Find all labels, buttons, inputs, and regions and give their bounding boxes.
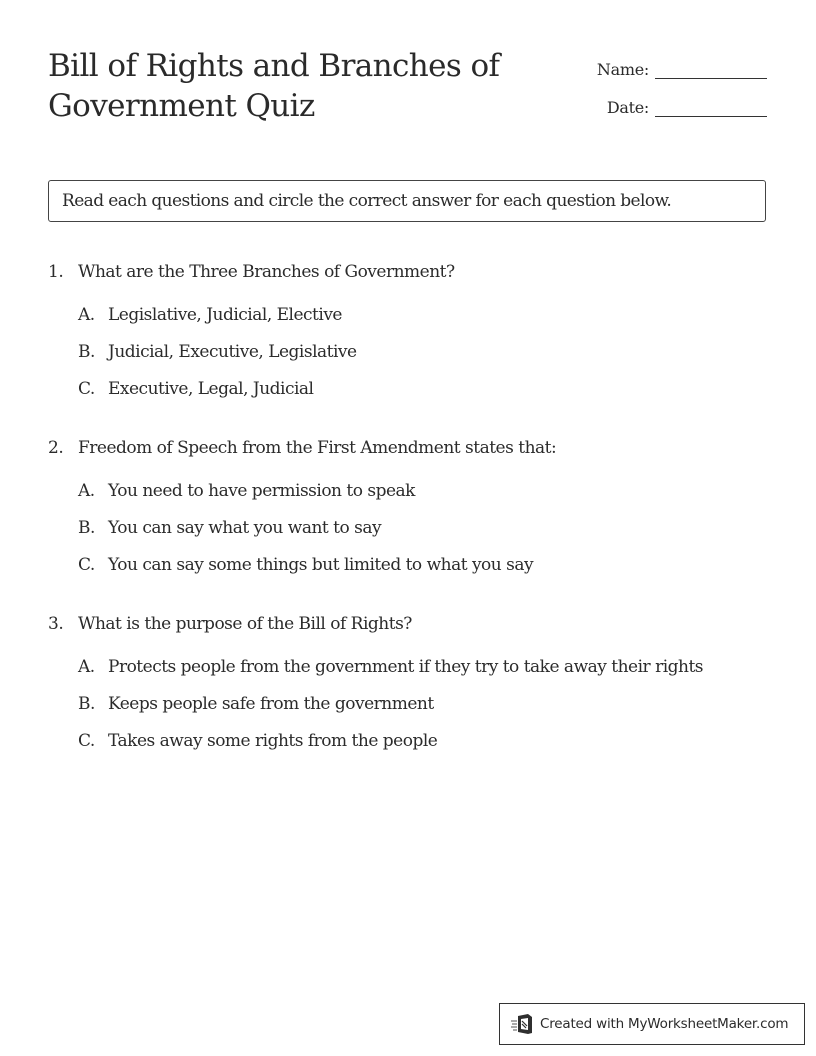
name-field[interactable] (655, 78, 767, 79)
instructions-box (48, 180, 766, 222)
question-2 (48, 434, 748, 576)
option-text: You can say what you want to say (108, 518, 382, 538)
option-text: Takes away some rights from the people (108, 731, 438, 751)
answer-option-c[interactable] (78, 730, 748, 752)
answer-option-b[interactable] (78, 693, 748, 715)
question-list (48, 258, 748, 786)
date-row (567, 88, 767, 126)
answer-option-b[interactable] (78, 517, 748, 539)
question-text: What is the purpose of the Bill of Rights? (78, 614, 412, 634)
question-1 (48, 258, 748, 400)
question-stem (48, 434, 748, 462)
question-number: 2. (48, 438, 64, 458)
student-info (567, 50, 767, 126)
option-text: You can say some things but limited to what you say (108, 555, 534, 575)
option-text: You need to have permission to speak (108, 481, 415, 501)
name-row (567, 50, 767, 88)
question-text: Freedom of Speech from the First Amendment states that: (78, 438, 557, 458)
option-letter: B. (78, 518, 95, 538)
option-letter: A. (78, 657, 95, 677)
question-number: 3. (48, 614, 64, 634)
answer-option-a[interactable] (78, 656, 748, 678)
option-text: Protects people from the government if they try to take away their rights (108, 657, 704, 677)
answer-options (48, 304, 748, 400)
option-text: Executive, Legal, Judicial (108, 379, 314, 399)
option-text: Keeps people safe from the government (108, 694, 434, 714)
created-with-badge[interactable] (499, 1003, 805, 1045)
page-title: Bill of Rights and Branches of Government Quiz (48, 48, 500, 124)
answer-options (48, 480, 748, 576)
date-field[interactable] (655, 116, 767, 117)
option-letter: C. (78, 731, 95, 751)
question-stem (48, 610, 748, 638)
instructions-text: Read each questions and circle the correct answer for each question below. (62, 191, 672, 211)
question-number: 1. (48, 262, 64, 282)
answer-option-b[interactable] (78, 341, 748, 363)
option-letter: B. (78, 694, 95, 714)
answer-option-c[interactable] (78, 554, 748, 576)
worksheet-maker-logo-icon (510, 1013, 534, 1035)
name-label: Name: (596, 60, 649, 79)
option-letter: B. (78, 342, 95, 362)
answer-options (48, 656, 748, 752)
answer-option-c[interactable] (78, 378, 748, 400)
answer-option-a[interactable] (78, 304, 748, 326)
answer-option-a[interactable] (78, 480, 748, 502)
option-text: Judicial, Executive, Legislative (108, 342, 357, 362)
date-label: Date: (606, 98, 649, 117)
option-letter: A. (78, 305, 95, 325)
question-stem (48, 258, 748, 286)
option-letter: C. (78, 555, 95, 575)
question-3 (48, 610, 748, 752)
created-with-text: Created with MyWorksheetMaker.com (540, 1016, 789, 1032)
option-text: Legislative, Judicial, Elective (108, 305, 342, 325)
option-letter: C. (78, 379, 95, 399)
option-letter: A. (78, 481, 95, 501)
question-text: What are the Three Branches of Government? (78, 262, 455, 282)
